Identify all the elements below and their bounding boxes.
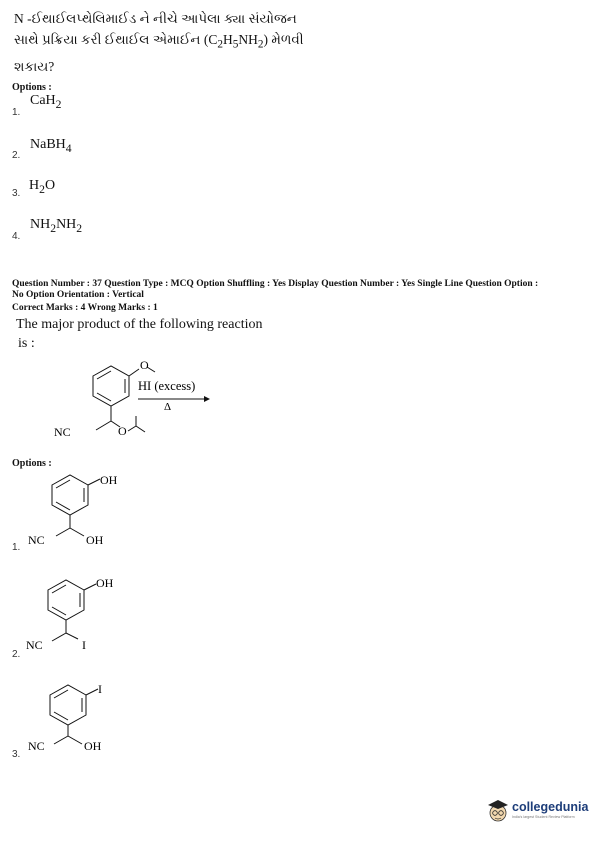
question-meta-line2: No Option Orientation : Vertical [12, 290, 144, 300]
option-2-structure [12, 573, 152, 663]
option-number: 1. [12, 107, 21, 118]
prev-option-1[interactable] [12, 93, 212, 123]
label-nc: NC [28, 739, 45, 753]
option-formula: $H_2O$ [29, 178, 56, 196]
label-side: I [82, 638, 86, 652]
option-formula: NaBH$_4$ [30, 137, 72, 155]
option-3-structure [12, 676, 152, 762]
options-heading: Options : [12, 458, 52, 469]
reaction-scheme [40, 355, 240, 445]
arrow-head [204, 396, 210, 402]
label-nc: NC [26, 638, 43, 652]
label-side: OH [84, 739, 102, 753]
option-number: 3. [12, 749, 21, 760]
option-3[interactable] [12, 676, 152, 762]
prev-option-3[interactable] [12, 178, 212, 208]
logo-wordmark: collegedunia [512, 800, 589, 814]
logo-tagline: India's largest Student Review Platform [512, 815, 575, 819]
prev-question-line3: શકાય? [14, 58, 55, 74]
reactant-label-o2: O [118, 424, 127, 438]
option-formula: $NH_2NH_2$ [30, 217, 83, 235]
benzene-ring [93, 366, 129, 406]
prev-question-line2: સાથે પ્રક્રિયા કરી ઈથાઈલ એમાઈન $(C_2H_5NH_2)$ મેળવી [14, 32, 304, 51]
condition-label: Δ [164, 401, 172, 413]
prev-question-text [14, 8, 574, 77]
collegedunia-logo [484, 796, 589, 826]
option-1[interactable] [12, 470, 152, 556]
prev-option-2[interactable] [12, 137, 212, 167]
option-number: 4. [12, 231, 21, 242]
question-stem-line2: is : [18, 336, 35, 351]
option-number: 3. [12, 188, 21, 199]
option-number: 2. [12, 150, 21, 161]
label-nc: NC [28, 533, 45, 547]
isopropyl-bond1 [136, 426, 145, 432]
prev-option-4[interactable] [12, 217, 212, 247]
reactant-label-nc: NC [54, 425, 71, 439]
option-1-structure [12, 470, 152, 556]
label-side: OH [86, 533, 104, 547]
methoxy-bond [129, 369, 139, 376]
prev-options-heading: Options : [12, 82, 52, 93]
prev-question-line1: N -ઈથાઈલપ્થેલિમાઈડ ને નીચે આપેલા ક્યા સંયોજન [14, 11, 297, 26]
question-meta [12, 279, 587, 301]
ether-bond2 [128, 426, 136, 431]
mascot-icon [486, 798, 510, 824]
question-stem-line1: The major product of the following reaction [16, 317, 263, 332]
option-formula: CaH$_2$ [30, 93, 62, 111]
reactant-structure [93, 366, 204, 432]
option-2[interactable] [12, 573, 152, 663]
reagent-label: HI (excess) [138, 379, 196, 393]
option-number: 2. [12, 649, 21, 660]
label-top: I [98, 682, 102, 696]
question-marks: Correct Marks : 4 Wrong Marks : 1 [12, 303, 158, 313]
cn-bond [96, 421, 111, 430]
label-top: OH [100, 473, 118, 487]
reactant-label-o1: O [140, 358, 149, 372]
option-number: 1. [12, 542, 21, 553]
label-top: OH [96, 576, 114, 590]
question-stem [16, 315, 262, 353]
question-meta-line1: Question Number : 37 Question Type : MCQ Option Shuffling : Yes Display Question Number : Yes Single Line Question Option : [12, 279, 539, 289]
